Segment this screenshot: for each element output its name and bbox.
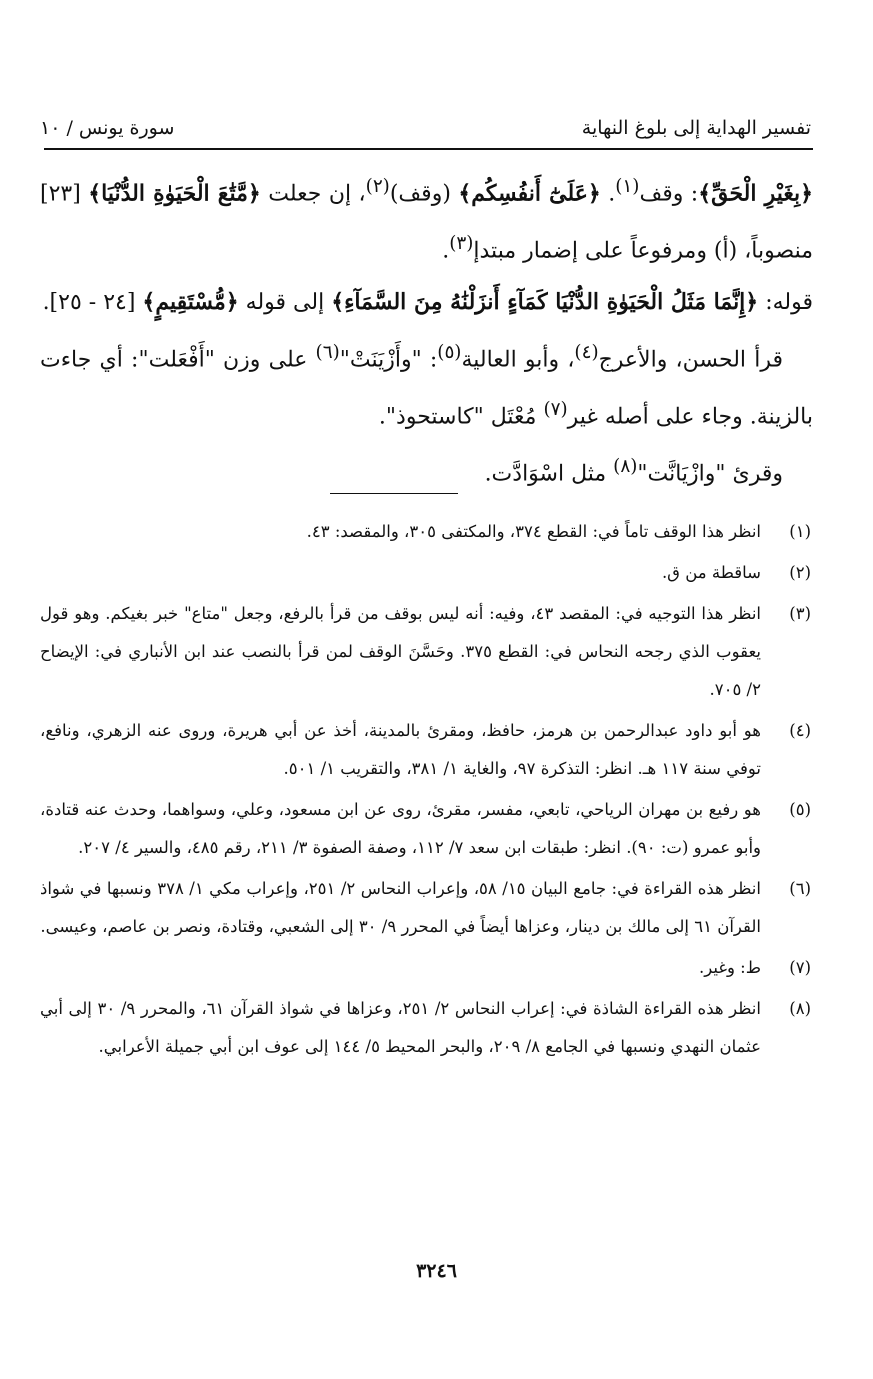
surah-label: سورة يونس / ١٠ — [40, 117, 175, 139]
text-run: : وقف — [639, 181, 699, 207]
quran-quote: ﴿مَّتَٰعَ الْحَيَوٰةِ الدُّنْيَا﴾ — [88, 180, 261, 207]
paragraph-3 — [40, 328, 813, 443]
text-run: [٢٣] منصوباً، (أ) ومرفوعاً على إضمار مبتدإ — [40, 181, 813, 264]
paragraph-4 — [40, 442, 813, 499]
text-run: ، وأبو العالية — [461, 346, 575, 372]
footnote-6 — [40, 870, 811, 946]
text-run: على وزن "أَفْعَلت": أي جاءت بالزينة. وجاء على أصله غير — [40, 346, 813, 430]
footnote-ref[interactable]: (١) — [615, 176, 640, 197]
footnote-4 — [40, 712, 811, 788]
footnote-text: ساقطة من ق. — [661, 563, 761, 582]
paragraph-1 — [40, 162, 813, 277]
footnote-7 — [40, 949, 811, 987]
text-run: (وقف) — [389, 181, 459, 207]
text-run: . — [600, 181, 616, 207]
text-run: قوله: — [758, 289, 813, 315]
footnote-8 — [40, 990, 811, 1066]
footnote-3 — [40, 595, 811, 709]
footnote-number: (٤) — [789, 721, 811, 740]
text-run: مثل اسْوَادَّت. — [484, 461, 614, 487]
footnotes — [40, 513, 811, 1069]
footnote-ref[interactable]: (٢) — [365, 176, 390, 197]
quran-quote: ﴿عَلَىٰٓ أَنفُسِكُم﴾ — [458, 180, 601, 207]
footnote-text: انظر هذه القراءة في: جامع البيان ١٥/ ٥٨، وإعراب النحاس ٢/ ٢٥١، وإعراب مكي ١/ ٣٧٨ ونسبها في شواذ القرآن ٦١ إلى مالك بن دينار، وعزاها أيضاً في المحرر ٩/ ٣٠ إلى الشعبي، وقتادة، ونصر بن عاصم، وعيسى. — [40, 879, 761, 936]
text-run: قرأ الحسن، والأعرج — [598, 346, 783, 372]
footnote-ref[interactable]: (٤) — [574, 341, 599, 363]
text-run: إلى قوله — [238, 289, 332, 315]
text-run: مُعْتَل "كاستحوذ". — [378, 404, 544, 430]
paragraph-2 — [40, 277, 813, 328]
footnote-ref[interactable]: (٥) — [437, 341, 462, 363]
main-text — [40, 162, 813, 500]
text-run: وقرئ "وازْيَانَّت" — [637, 461, 783, 487]
quran-quote: ﴿إِنَّمَا مَثَلُ الْحَيَوٰةِ الدُّنْيَا كَمَآءٍ أَنزَلْنَٰهُ مِنَ السَّمَآءِ﴾ — [331, 288, 759, 315]
footnote-number: (١) — [789, 522, 811, 541]
running-header — [40, 103, 811, 139]
footnote-ref[interactable]: (٧) — [543, 398, 568, 420]
page-number: ٣٢٤٦ — [416, 1260, 457, 1282]
footnote-number: (٧) — [789, 958, 811, 977]
footnote-separator — [330, 493, 458, 494]
footnote-text: ط: وغير. — [699, 958, 761, 977]
footnote-number: (٥) — [789, 800, 811, 819]
footnote-text: انظر هذه القراءة الشاذة في: إعراب النحاس ٢/ ٢٥١، وعزاها في شواذ القرآن ٦١، والمحرر ٩/ ٣٠ إلى أبي عثمان النهدي ونسبها في الجامع ٨/ ٢٠٩، والبحر المحيط ٥/ ١٤٤ إلى عوف ابن أبي جميلة الأعرابي. — [40, 999, 761, 1056]
footnote-text: هو أبو داود عبدالرحمن بن هرمز، حافظ، ومقرئ بالمدينة، أخذ عن أبي هريرة، وروى عنه الزهري، ونافع، توفي سنة ١١٧ هـ. انظر: التذكرة ٩٧، والغاية ١/ ٣٨١، والتقريب ١/ ٥٠١. — [40, 721, 761, 778]
quran-quote: ﴿مُّسْتَقِيمٍ﴾ — [142, 288, 239, 315]
footnote-number: (٢) — [789, 563, 811, 582]
footnote-number: (٨) — [789, 999, 811, 1018]
text-run: [٢٤ - ٢٥]. — [42, 289, 143, 315]
footnote-text: هو رفيع بن مهران الرياحي، تابعي، مفسر، مقرئ، روى عن ابن مسعود، وعلي، وسواهما، وحدث عنه قتادة، وأبو عمرو (ت: ٩٠). انظر: طبقات ابن سعد ٧/ ١١٢، وصفة الصفوة ٣/ ٢١١، رقم ٤٨٥، والسير ٤/ ٢٠٧. — [40, 800, 761, 857]
footnote-ref[interactable]: (٣) — [449, 233, 474, 255]
footnote-text: انظر هذا التوجيه في: المقصد ٤٣، وفيه: أنه ليس بوقف من قرأ بالرفع، وجعل "متاع" خبر بغيكم. وهو قول يعقوب الذي رجحه النحاس في: القطع ٣٧٥. وحَسَّنَ الوقف لمن قرأ بالنصب عند ابن الأنباري في: الإيضاح ٢/ ٧٠٥. — [40, 604, 762, 699]
quran-quote: ﴿بِغَيْرِ الْحَقِّ﴾ — [698, 180, 813, 207]
footnote-number: (٦) — [789, 879, 811, 898]
book-title: تفسير الهداية إلى بلوغ النهاية — [581, 117, 811, 139]
footnote-text: انظر هذا الوقف تاماً في: القطع ٣٧٤، والمكتفى ٣٠٥، والمقصد: ٤٣. — [306, 522, 761, 541]
footnote-ref[interactable]: (٦) — [315, 341, 340, 363]
footnote-2 — [40, 554, 811, 592]
text-run: . — [442, 238, 450, 264]
footnote-5 — [40, 791, 811, 867]
header-rule — [44, 148, 813, 150]
text-run: ، إن جعلت — [260, 181, 366, 207]
footnote-ref[interactable]: (٨) — [613, 456, 638, 478]
footnote-1 — [40, 513, 811, 551]
text-run: : "وأَزْيَنَتْ" — [339, 346, 438, 372]
footnote-number: (٣) — [789, 604, 811, 623]
